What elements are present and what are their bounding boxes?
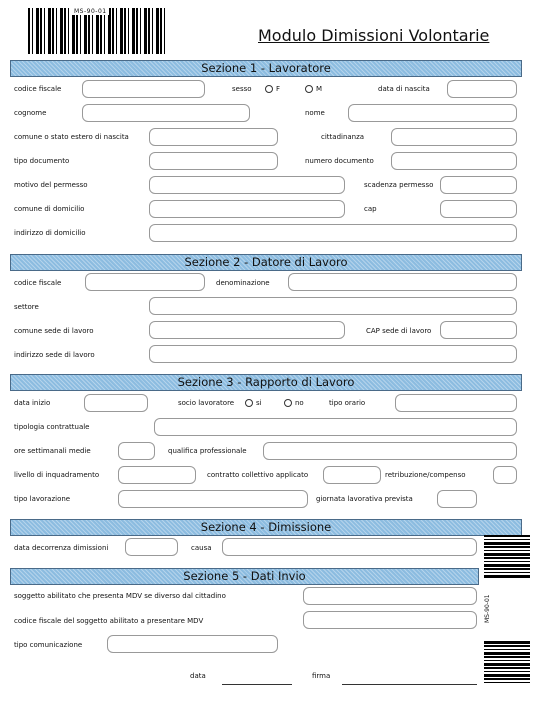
input-comune-nascita[interactable] [149, 128, 278, 146]
section-2-header: Sezione 2 - Datore di Lavoro [10, 254, 522, 271]
radio-socio-si[interactable] [245, 399, 253, 407]
label-comune-nascita: comune o stato estero di nascita [14, 133, 129, 141]
label-comune-domicilio: comune di domicilio [14, 205, 85, 213]
barcode-top [28, 8, 168, 54]
input-data-decorrenza[interactable] [125, 538, 178, 556]
input-livello[interactable] [118, 466, 196, 484]
input-denominazione[interactable] [288, 273, 517, 291]
firma-line[interactable] [342, 683, 477, 685]
radio-socio-no[interactable] [284, 399, 292, 407]
label-data-nascita: data di nascita [378, 85, 430, 93]
input-scadenza-permesso[interactable] [440, 176, 517, 194]
label-ore-settimanali: ore settimanali medie [14, 447, 91, 455]
label-firma: firma [312, 672, 331, 680]
input-cittadinanza[interactable] [391, 128, 517, 146]
label-soggetto-abilitato: soggetto abilitato che presenta MDV se diverso dal cittadino [14, 592, 226, 600]
input-codice-fiscale-datore[interactable] [85, 273, 205, 291]
label-indirizzo-sede: indirizzo sede di lavoro [14, 351, 95, 359]
input-nome[interactable] [348, 104, 517, 122]
input-comune-domicilio[interactable] [149, 200, 345, 218]
label-comune-sede: comune sede di lavoro [14, 327, 94, 335]
input-cap-domicilio[interactable] [440, 200, 517, 218]
input-ore-settimanali[interactable] [118, 442, 155, 460]
input-causa[interactable] [222, 538, 477, 556]
label-giornata-lavorativa: giornata lavorativa prevista [316, 495, 413, 503]
input-codice-fiscale-lavoratore[interactable] [82, 80, 205, 98]
barcode-top-code: MS-90-01 [74, 8, 107, 15]
input-tipo-orario[interactable] [395, 394, 517, 412]
label-data-decorrenza: data decorrenza dimissioni [14, 544, 109, 552]
label-socio-lavoratore: socio lavoratore [178, 399, 235, 407]
input-tipologia-contrattuale[interactable] [154, 418, 517, 436]
label-cap-sede: CAP sede di lavoro [366, 327, 432, 335]
section-1-header: Sezione 1 - Lavoratore [10, 60, 522, 77]
label-data-inizio: data inizio [14, 399, 51, 407]
label-cognome: cognome [14, 109, 47, 117]
label-socio-si: si [256, 399, 262, 407]
section-3-header: Sezione 3 - Rapporto di Lavoro [10, 374, 522, 391]
input-motivo-permesso[interactable] [149, 176, 345, 194]
input-numero-documento[interactable] [391, 152, 517, 170]
section-5-header: Sezione 5 - Dati Invio [10, 568, 479, 585]
radio-sesso-m[interactable] [305, 85, 313, 93]
input-tipo-lavorazione[interactable] [118, 490, 308, 508]
label-numero-documento: numero documento [305, 157, 374, 165]
input-data-nascita[interactable] [447, 80, 517, 98]
barcode-side-code: MS-90-01 [484, 579, 530, 639]
label-motivo-permesso: motivo del permesso [14, 181, 88, 189]
label-cap-domicilio: cap [364, 205, 377, 213]
input-giornata-lavorativa[interactable] [437, 490, 477, 508]
label-nome: nome [305, 109, 325, 117]
label-tipo-orario: tipo orario [329, 399, 366, 407]
label-indirizzo-domicilio: indirizzo di domicilio [14, 229, 86, 237]
label-settore: settore [14, 303, 39, 311]
label-codice-fiscale-datore: codice fiscale [14, 279, 62, 287]
label-tipo-comunicazione: tipo comunicazione [14, 641, 83, 649]
label-data: data [190, 672, 206, 680]
input-retribuzione[interactable] [493, 466, 517, 484]
label-sesso-f: F [276, 85, 281, 93]
radio-sesso-f[interactable] [265, 85, 273, 93]
input-data-inizio[interactable] [84, 394, 148, 412]
label-sesso: sesso [232, 85, 252, 93]
label-denominazione: denominazione [216, 279, 270, 287]
label-socio-no: no [295, 399, 304, 407]
label-tipo-documento: tipo documento [14, 157, 70, 165]
label-contratto: contratto collettivo applicato [207, 471, 309, 479]
label-retribuzione: retribuzione/compenso [385, 471, 466, 479]
label-livello: livello di inquadramento [14, 471, 100, 479]
section-4-header: Sezione 4 - Dimissione [10, 519, 522, 536]
label-qualifica: qualifica professionale [168, 447, 247, 455]
data-line[interactable] [222, 683, 292, 685]
input-settore[interactable] [149, 297, 517, 315]
label-tipo-lavorazione: tipo lavorazione [14, 495, 71, 503]
input-qualifica[interactable] [263, 442, 517, 460]
barcode-side [484, 535, 530, 685]
form-title: Modulo Dimissioni Volontarie [258, 26, 490, 45]
label-cittadinanza: cittadinanza [321, 133, 365, 141]
input-comune-sede[interactable] [149, 321, 345, 339]
input-cognome[interactable] [82, 104, 250, 122]
input-indirizzo-sede[interactable] [149, 345, 517, 363]
input-tipo-comunicazione[interactable] [107, 635, 278, 653]
input-indirizzo-domicilio[interactable] [149, 224, 517, 242]
label-tipologia-contrattuale: tipologia contrattuale [14, 423, 90, 431]
input-contratto[interactable] [323, 466, 381, 484]
input-cf-soggetto[interactable] [303, 611, 477, 629]
label-sesso-m: M [316, 85, 323, 93]
label-causa: causa [191, 544, 212, 552]
label-cf-soggetto: codice fiscale del soggetto abilitato a presentare MDV [14, 617, 204, 625]
label-scadenza-permesso: scadenza permesso [364, 181, 434, 189]
label-codice-fiscale-lavoratore: codice fiscale [14, 85, 62, 93]
input-soggetto-abilitato[interactable] [303, 587, 477, 605]
input-tipo-documento[interactable] [149, 152, 278, 170]
input-cap-sede[interactable] [440, 321, 517, 339]
